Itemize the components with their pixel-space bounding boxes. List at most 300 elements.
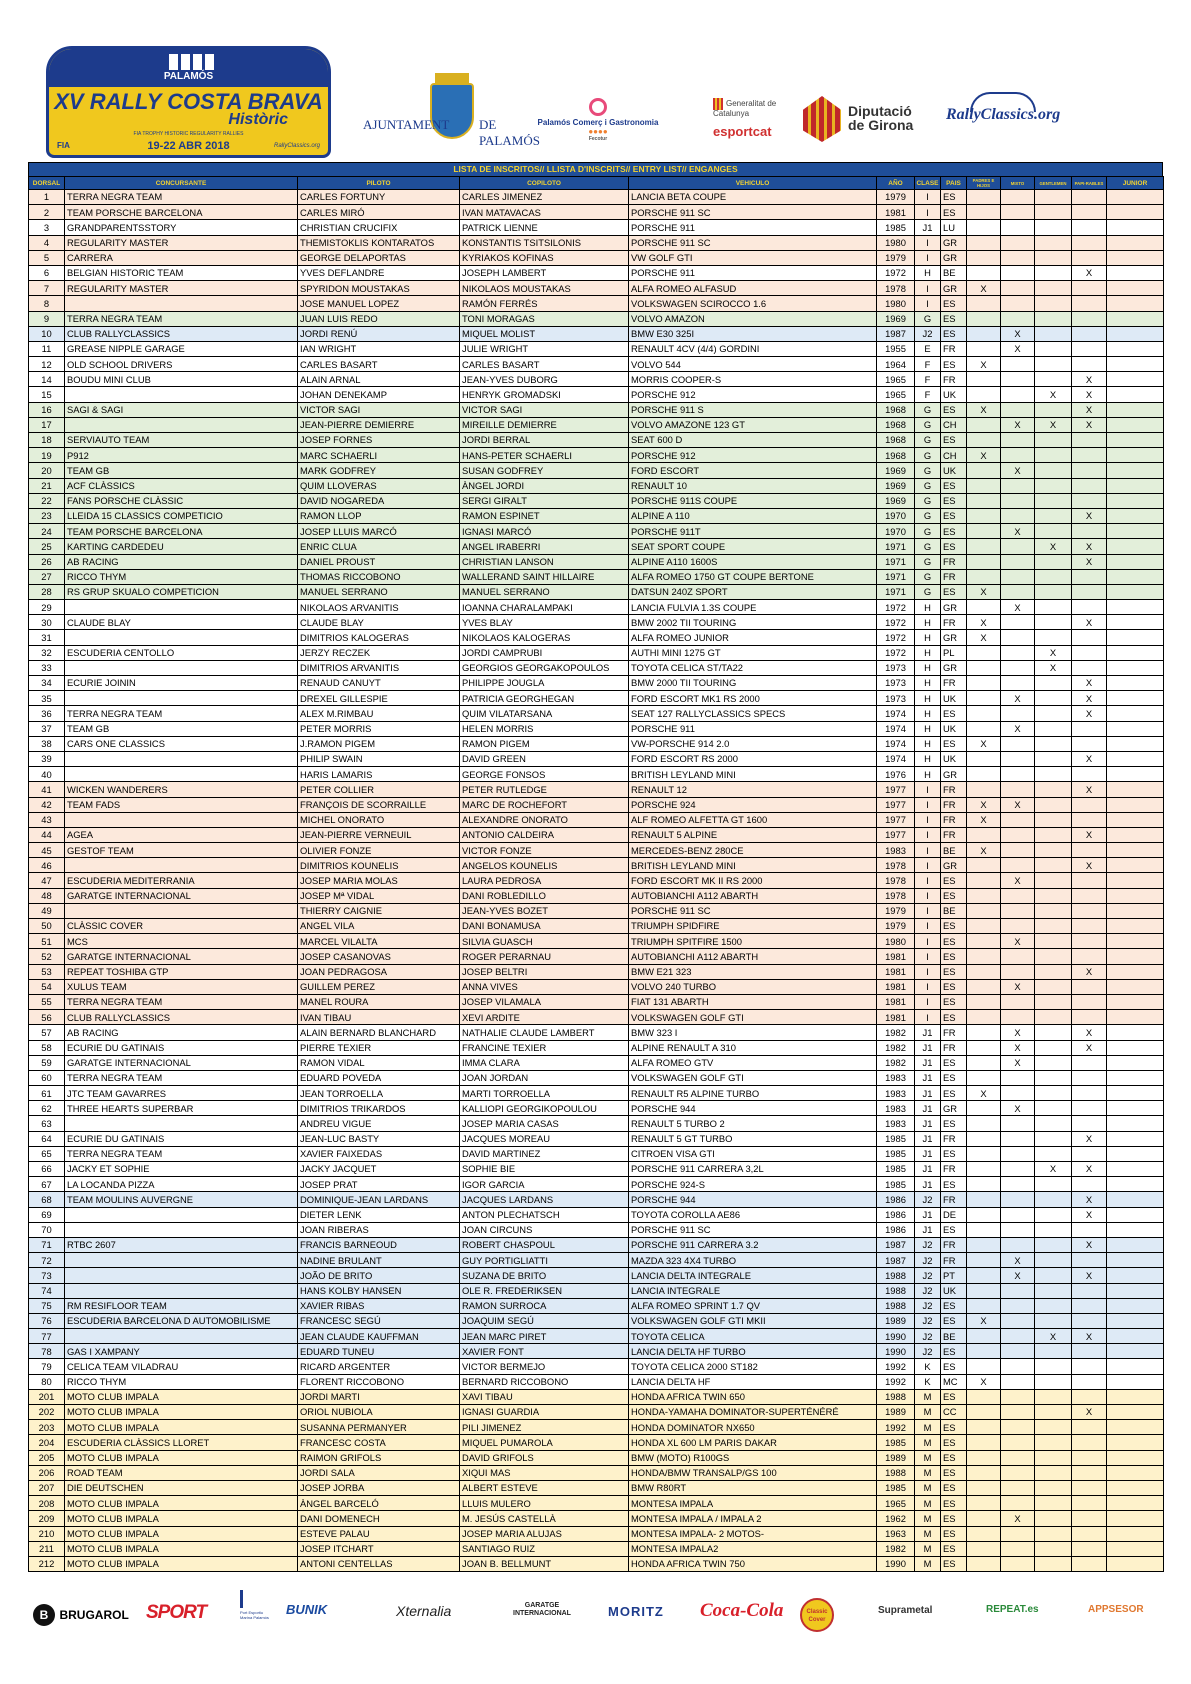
cell-ano: 1962 (877, 1511, 915, 1526)
cell-dorsal: 66 (29, 1162, 65, 1177)
cell-concursante: LLEIDA 15 CLASSICS COMPETICIO (65, 508, 298, 523)
cell-concursante: ECURIE DU GATINAIS (65, 1131, 298, 1146)
cell-concursante: GESTOF TEAM (65, 843, 298, 858)
cell-dorsal: 62 (29, 1101, 65, 1116)
cell-piloto: MARK GODFREY (298, 463, 460, 478)
cell-vehiculo: HONDA AFRICA TWIN 650 (629, 1389, 877, 1404)
cell-pais: ES (941, 402, 967, 417)
cell-concursante: MOTO CLUB IMPALA (65, 1389, 298, 1404)
cell-mixto (1001, 1450, 1035, 1465)
cell-papi-rables (1072, 1435, 1107, 1450)
cell-papi-rables: X (1072, 387, 1107, 402)
cell-dorsal: 212 (29, 1556, 65, 1571)
cell-junior (1107, 265, 1164, 280)
generalitat-name: Generalitat de Catalunya (713, 98, 793, 118)
table-row (29, 934, 1164, 949)
cell-concursante: MOTO CLUB IMPALA (65, 1526, 298, 1541)
cell-piloto: JOSEP MARIA MOLAS (298, 873, 460, 888)
cell-mixto (1001, 569, 1035, 584)
cell-ano: 1978 (877, 858, 915, 873)
cell-piloto: PIERRE TEXIER (298, 1040, 460, 1055)
cell-vehiculo: BMW 2000 TII TOURING (629, 676, 877, 691)
cell-copiloto: JORDI CAMPRUBI (460, 645, 629, 660)
cell-padres-hijos: X (967, 630, 1001, 645)
cell-clase: I (915, 205, 941, 220)
cell-padres-hijos (967, 1010, 1001, 1025)
cell-vehiculo: PORSCHE 924-S (629, 1177, 877, 1192)
cell-copiloto: IGNASI MARCÓ (460, 524, 629, 539)
cell-piloto: DIMITRIOS KALOGERAS (298, 630, 460, 645)
cell-copiloto: IVAN MATAVACAS (460, 205, 629, 220)
entry-list (28, 162, 1163, 1572)
cell-gentlemen (1035, 1207, 1072, 1222)
cell-clase: J2 (915, 1283, 941, 1298)
cell-papi-rables (1072, 1389, 1107, 1404)
cell-dorsal: 80 (29, 1374, 65, 1389)
cell-piloto: CARLES FORTUNY (298, 190, 460, 205)
cell-junior (1107, 539, 1164, 554)
cell-piloto: RAMON LLOP (298, 508, 460, 523)
cell-piloto: XAVIER FAIXEDAS (298, 1146, 460, 1161)
cell-pais: BE (941, 1329, 967, 1344)
cell-vehiculo: FORD ESCORT RS 2000 (629, 751, 877, 766)
cell-piloto: ESTEVE PALAU (298, 1526, 460, 1541)
cell-mixto (1001, 1480, 1035, 1495)
column-header: CONCURSANTE (65, 177, 298, 190)
cell-papi-rables: X (1072, 1025, 1107, 1040)
cell-vehiculo: MORRIS COOPER-S (629, 372, 877, 387)
cell-copiloto: ALEXANDRE ONORATO (460, 812, 629, 827)
cell-gentlemen (1035, 357, 1072, 372)
cell-gentlemen (1035, 1480, 1072, 1495)
cell-copiloto: ANTON PLECHATSCH (460, 1207, 629, 1222)
cell-vehiculo: PORSCHE 944 (629, 1101, 877, 1116)
cell-clase: J2 (915, 1313, 941, 1328)
cell-concursante: REGULARITY MASTER (65, 281, 298, 296)
cell-concursante: JACKY ET SOPHIE (65, 1162, 298, 1177)
cell-clase: H (915, 645, 941, 660)
cell-ano: 1981 (877, 1010, 915, 1025)
cell-gentlemen (1035, 524, 1072, 539)
cell-ano: 1985 (877, 220, 915, 235)
cell-piloto: FRANÇOIS DE SCORRAILLE (298, 797, 460, 812)
cell-gentlemen (1035, 1344, 1072, 1359)
cell-vehiculo: PORSCHE 911 SC (629, 1222, 877, 1237)
table-row (29, 858, 1164, 873)
cell-mixto (1001, 539, 1035, 554)
cell-clase: J2 (915, 1268, 941, 1283)
cell-copiloto: JACQUES MOREAU (460, 1131, 629, 1146)
cell-junior (1107, 584, 1164, 599)
cell-copiloto: JOAN JORDAN (460, 1070, 629, 1085)
cell-clase: F (915, 357, 941, 372)
cell-papi-rables (1072, 1177, 1107, 1192)
cell-copiloto: LLUIS MULERO (460, 1496, 629, 1511)
cell-vehiculo: BMW 323 I (629, 1025, 877, 1040)
cell-dorsal: 40 (29, 767, 65, 782)
cell-ano: 1987 (877, 1253, 915, 1268)
cell-vehiculo: TOYOTA CELICA (629, 1329, 877, 1344)
table-row (29, 615, 1164, 630)
cell-junior (1107, 493, 1164, 508)
cell-ano: 1982 (877, 1025, 915, 1040)
cell-papi-rables (1072, 1344, 1107, 1359)
cell-piloto: CHRISTIAN CRUCIFIX (298, 220, 460, 235)
cell-vehiculo: BRITISH LEYLAND MINI (629, 767, 877, 782)
cell-junior (1107, 615, 1164, 630)
cell-mixto (1001, 888, 1035, 903)
cell-gentlemen (1035, 1116, 1072, 1131)
cell-dorsal: 35 (29, 691, 65, 706)
table-row (29, 311, 1164, 326)
cell-mixto (1001, 250, 1035, 265)
cell-pais: GR (941, 1101, 967, 1116)
cell-copiloto: KYRIAKOS KOFINAS (460, 250, 629, 265)
cell-padres-hijos (967, 554, 1001, 569)
cell-papi-rables: X (1072, 1192, 1107, 1207)
cell-copiloto: JORDI BERRAL (460, 433, 629, 448)
cell-padres-hijos: X (967, 584, 1001, 599)
cell-piloto: CARLES BASART (298, 357, 460, 372)
cell-concursante: CARRERA (65, 250, 298, 265)
cell-gentlemen (1035, 433, 1072, 448)
cell-junior (1107, 448, 1164, 463)
cell-clase: G (915, 311, 941, 326)
diputacio-line1: Diputació (848, 103, 912, 119)
brugarol-logo: B BRUGAROL (33, 1604, 129, 1626)
cell-mixto: X (1001, 979, 1035, 994)
cell-clase: G (915, 584, 941, 599)
cell-vehiculo: PORSCHE 911T (629, 524, 877, 539)
cell-padres-hijos (967, 858, 1001, 873)
cell-copiloto: CHRISTIAN LANSON (460, 554, 629, 569)
cell-papi-rables: X (1072, 1162, 1107, 1177)
cell-ano: 1974 (877, 736, 915, 751)
cell-pais: ES (941, 1541, 967, 1556)
cell-padres-hijos (967, 1055, 1001, 1070)
cell-piloto: DIETER LENK (298, 1207, 460, 1222)
cell-clase: G (915, 539, 941, 554)
cell-gentlemen (1035, 1556, 1072, 1571)
cell-junior (1107, 569, 1164, 584)
cell-concursante: TEAM PORSCHE BARCELONA (65, 205, 298, 220)
cell-padres-hijos (967, 1298, 1001, 1313)
cell-dorsal: 19 (29, 448, 65, 463)
cell-ano: 1989 (877, 1313, 915, 1328)
cell-clase: I (915, 190, 941, 205)
cell-gentlemen (1035, 1010, 1072, 1025)
cell-piloto: RICARD ARGENTER (298, 1359, 460, 1374)
cell-dorsal: 201 (29, 1389, 65, 1404)
cell-junior (1107, 843, 1164, 858)
cell-padres-hijos (967, 979, 1001, 994)
cell-mixto: X (1001, 721, 1035, 736)
cell-padres-hijos (967, 311, 1001, 326)
table-row (29, 508, 1164, 523)
cell-concursante: TERRA NEGRA TEAM (65, 994, 298, 1009)
cell-gentlemen (1035, 1086, 1072, 1101)
cell-papi-rables (1072, 888, 1107, 903)
cell-padres-hijos (967, 1465, 1001, 1480)
cell-clase: H (915, 660, 941, 675)
cell-vehiculo: TRIUMPH SPIDFIRE (629, 919, 877, 934)
palamos-emblem-icon (167, 54, 219, 70)
table-row (29, 1435, 1164, 1450)
cell-gentlemen (1035, 1541, 1072, 1556)
cell-concursante (65, 417, 298, 432)
cell-pais: ES (941, 205, 967, 220)
cell-clase: J2 (915, 1344, 941, 1359)
cell-junior (1107, 1070, 1164, 1085)
cell-mixto (1001, 767, 1035, 782)
table-row (29, 1556, 1164, 1571)
table-row (29, 1268, 1164, 1283)
cell-vehiculo: MONTESA IMPALA2 (629, 1541, 877, 1556)
cell-pais: ES (941, 1344, 967, 1359)
cell-copiloto: ANGELOS KOUNELIS (460, 858, 629, 873)
cell-mixto (1001, 372, 1035, 387)
cell-gentlemen: X (1035, 645, 1072, 660)
cell-dorsal: 68 (29, 1192, 65, 1207)
cell-concursante (65, 1329, 298, 1344)
cell-papi-rables (1072, 296, 1107, 311)
cell-pais: ES (941, 1086, 967, 1101)
cell-papi-rables (1072, 919, 1107, 934)
cell-dorsal: 22 (29, 493, 65, 508)
cell-padres-hijos (967, 964, 1001, 979)
cell-concursante: AB RACING (65, 1025, 298, 1040)
cell-vehiculo: LANCIA FULVIA 1.3S COUPE (629, 600, 877, 615)
cell-padres-hijos: X (967, 1313, 1001, 1328)
cell-pais: FR (941, 1237, 967, 1252)
cell-padres-hijos (967, 1207, 1001, 1222)
cell-ano: 1992 (877, 1374, 915, 1389)
cell-pais: ES (941, 1313, 967, 1328)
cell-papi-rables (1072, 1298, 1107, 1313)
cell-concursante: GARATGE INTERNACIONAL (65, 1055, 298, 1070)
logo-subtitle: Històric (228, 111, 288, 128)
cell-copiloto: VICTOR SAGI (460, 402, 629, 417)
cell-pais: GR (941, 858, 967, 873)
cell-concursante: RM RESIFLOOR TEAM (65, 1298, 298, 1313)
table-row (29, 1298, 1164, 1313)
cell-clase: M (915, 1541, 941, 1556)
cell-papi-rables (1072, 326, 1107, 341)
cell-gentlemen (1035, 827, 1072, 842)
table-row (29, 1541, 1164, 1556)
table-row (29, 827, 1164, 842)
cell-piloto: JEAN-PIERRE VERNEUIL (298, 827, 460, 842)
cell-ano: 1987 (877, 326, 915, 341)
cell-padres-hijos (967, 478, 1001, 493)
cell-ano: 1976 (877, 767, 915, 782)
cell-concursante (65, 812, 298, 827)
cell-pais: FR (941, 615, 967, 630)
cell-piloto: JEAN-LUC BASTY (298, 1131, 460, 1146)
cell-papi-rables (1072, 1465, 1107, 1480)
cell-padres-hijos (967, 1268, 1001, 1283)
cell-vehiculo: AUTOBIANCHI A112 ABARTH (629, 949, 877, 964)
cell-mixto (1001, 1496, 1035, 1511)
cell-piloto: MARC SCHAERLI (298, 448, 460, 463)
cell-papi-rables (1072, 767, 1107, 782)
cell-pais: ES (941, 706, 967, 721)
brugarol-b-icon: B (33, 1604, 55, 1626)
cell-gentlemen (1035, 903, 1072, 918)
cell-concursante: TERRA NEGRA TEAM (65, 1070, 298, 1085)
cell-dorsal: 48 (29, 888, 65, 903)
cell-pais: ES (941, 1450, 967, 1465)
cell-clase: I (915, 964, 941, 979)
cell-gentlemen (1035, 1268, 1072, 1283)
cell-papi-rables (1072, 311, 1107, 326)
cell-junior (1107, 463, 1164, 478)
cell-junior (1107, 1344, 1164, 1359)
cell-copiloto: TONI MORAGAS (460, 311, 629, 326)
cell-clase: G (915, 402, 941, 417)
cell-gentlemen (1035, 569, 1072, 584)
generalitat-logo (713, 98, 793, 139)
cell-vehiculo: SEAT 127 RALLYCLASSICS SPECS (629, 706, 877, 721)
cell-concursante: TEAM FADS (65, 797, 298, 812)
cell-mixto (1001, 1298, 1035, 1313)
cell-ano: 1965 (877, 1496, 915, 1511)
cell-gentlemen (1035, 1222, 1072, 1237)
cell-papi-rables: X (1072, 265, 1107, 280)
cell-copiloto: GUY PORTIGLIATTI (460, 1253, 629, 1268)
cell-mixto (1001, 1086, 1035, 1101)
palamos-text: DE PALAMÓS (479, 117, 540, 148)
cell-padres-hijos (967, 1116, 1001, 1131)
cell-vehiculo: PORSCHE 912 (629, 448, 877, 463)
appsesor-logo: APPSESOR (1088, 1604, 1144, 1615)
cell-pais: ES (941, 1420, 967, 1435)
cell-pais: ES (941, 964, 967, 979)
table-row (29, 1344, 1164, 1359)
cell-concursante: MOTO CLUB IMPALA (65, 1496, 298, 1511)
cell-clase: I (915, 235, 941, 250)
cell-piloto: HANS KOLBY HANSEN (298, 1283, 460, 1298)
cell-vehiculo: PORSCHE 911 SC (629, 235, 877, 250)
cell-papi-rables (1072, 903, 1107, 918)
cell-concursante (65, 1253, 298, 1268)
table-row (29, 1131, 1164, 1146)
cell-concursante: THREE HEARTS SUPERBAR (65, 1101, 298, 1116)
cell-ano: 1987 (877, 1237, 915, 1252)
cell-ano: 1970 (877, 508, 915, 523)
cell-clase: I (915, 873, 941, 888)
cell-junior (1107, 919, 1164, 934)
cell-vehiculo: SEAT SPORT COUPE (629, 539, 877, 554)
cell-clase: E (915, 341, 941, 356)
table-row (29, 281, 1164, 296)
cell-mixto (1001, 903, 1035, 918)
cell-junior (1107, 903, 1164, 918)
cell-padres-hijos (967, 1450, 1001, 1465)
cell-gentlemen (1035, 979, 1072, 994)
cell-gentlemen (1035, 1405, 1072, 1420)
cell-piloto: JOSEP PRAT (298, 1177, 460, 1192)
cell-padres-hijos (967, 994, 1001, 1009)
cell-copiloto: WALLERAND SAINT HILLAIRE (460, 569, 629, 584)
cell-padres-hijos (967, 1435, 1001, 1450)
cell-piloto: DIMITRIOS TRIKARDOS (298, 1101, 460, 1116)
cell-padres-hijos (967, 1480, 1001, 1495)
cell-dorsal: 78 (29, 1344, 65, 1359)
cell-clase: J1 (915, 1101, 941, 1116)
cell-vehiculo: DATSUN 240Z SPORT (629, 584, 877, 599)
cell-copiloto: ROBERT CHASPOUL (460, 1237, 629, 1252)
cell-padres-hijos (967, 767, 1001, 782)
cell-ano: 1974 (877, 706, 915, 721)
cell-piloto: DANIEL PROUST (298, 554, 460, 569)
cell-gentlemen (1035, 250, 1072, 265)
cell-junior (1107, 827, 1164, 842)
cell-dorsal: 32 (29, 645, 65, 660)
cell-gentlemen (1035, 341, 1072, 356)
cell-concursante: FANS PORSCHE CLÀSSIC (65, 493, 298, 508)
cell-clase: I (915, 994, 941, 1009)
cell-ano: 1980 (877, 235, 915, 250)
cell-concursante: TEAM PORSCHE BARCELONA (65, 524, 298, 539)
table-header-row (29, 177, 1164, 190)
cell-concursante: LA LOCANDA PIZZA (65, 1177, 298, 1192)
cell-padres-hijos: X (967, 615, 1001, 630)
cell-piloto: QUIM LLOVERAS (298, 478, 460, 493)
cell-junior (1107, 1101, 1164, 1116)
cell-copiloto: VICTOR BERMEJO (460, 1359, 629, 1374)
cell-padres-hijos (967, 676, 1001, 691)
cell-dorsal: 53 (29, 964, 65, 979)
cell-junior (1107, 1480, 1164, 1495)
cell-gentlemen (1035, 296, 1072, 311)
cell-piloto: ENRIC CLUA (298, 539, 460, 554)
cell-mixto: X (1001, 417, 1035, 432)
cell-piloto: GEORGE DELAPORTAS (298, 250, 460, 265)
cell-junior (1107, 736, 1164, 751)
cell-piloto: ALEX M.RIMBAU (298, 706, 460, 721)
cell-padres-hijos (967, 1526, 1001, 1541)
cell-padres-hijos: X (967, 357, 1001, 372)
table-row (29, 417, 1164, 432)
cell-copiloto: NATHALIE CLAUDE LAMBERT (460, 1025, 629, 1040)
entry-list-table (28, 176, 1164, 1572)
cell-clase: J1 (915, 1131, 941, 1146)
ajuntament-text: AJUNTAMENT (363, 117, 450, 132)
cell-concursante (65, 1116, 298, 1131)
cell-concursante: GAS I XAMPANY (65, 1344, 298, 1359)
classic-cover-logo: Classic Cover (800, 1598, 834, 1632)
cell-dorsal: 33 (29, 660, 65, 675)
cell-papi-rables (1072, 736, 1107, 751)
cell-concursante: TERRA NEGRA TEAM (65, 190, 298, 205)
cell-concursante: XULUS TEAM (65, 979, 298, 994)
column-header: VEHICULO (629, 177, 877, 190)
cell-gentlemen (1035, 584, 1072, 599)
cell-vehiculo: RENAULT 5 ALPINE (629, 827, 877, 842)
cell-pais: ES (941, 736, 967, 751)
cell-clase: I (915, 250, 941, 265)
cell-vehiculo: MONTESA IMPALA- 2 MOTOS- (629, 1526, 877, 1541)
cell-dorsal: 75 (29, 1298, 65, 1313)
table-row (29, 1192, 1164, 1207)
cell-mixto (1001, 751, 1035, 766)
cell-pais: FR (941, 676, 967, 691)
cell-gentlemen: X (1035, 660, 1072, 675)
cell-ano: 1983 (877, 843, 915, 858)
cell-junior (1107, 1162, 1164, 1177)
cell-gentlemen (1035, 311, 1072, 326)
